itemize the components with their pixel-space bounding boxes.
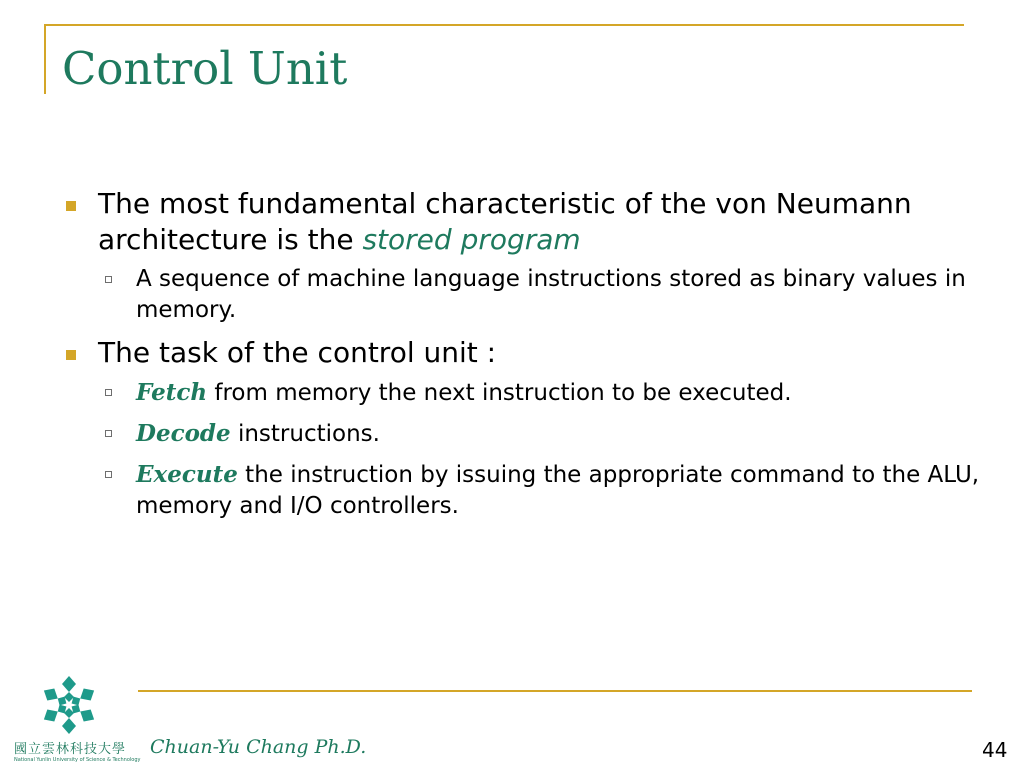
footer-rule bbox=[138, 690, 972, 692]
page-number: 44 bbox=[982, 738, 1008, 762]
logo-text: 國立雲林科技大學 bbox=[14, 742, 127, 757]
logo-subtext: National Yunlin University of Science & Technology bbox=[14, 757, 141, 763]
square-bullet-icon bbox=[66, 201, 76, 211]
keyword-fetch: Fetch bbox=[136, 379, 208, 406]
hollow-square-bullet-icon bbox=[105, 389, 112, 396]
sub-bullet-text: from memory the next instruction to be executed. bbox=[207, 380, 792, 406]
keyword-execute: Execute bbox=[136, 461, 238, 488]
sub-bullet-text: the instruction by issuing the appropriate command to the ALU, memory and I/O controllers. bbox=[136, 462, 980, 519]
bullet-item bbox=[60, 186, 980, 258]
bullet-item bbox=[60, 335, 980, 371]
title-frame-top-rule bbox=[44, 24, 964, 26]
sub-bullet-item bbox=[60, 264, 980, 326]
bullet-text: The task of the control unit : bbox=[98, 336, 497, 369]
keyword-decode: Decode bbox=[136, 420, 231, 447]
snowflake-logo-icon bbox=[36, 674, 102, 736]
footer-author: Chuan-Yu Chang Ph.D. bbox=[150, 736, 367, 758]
bullet-text: The most fundamental characteristic of the von Neumann architecture is the bbox=[98, 187, 912, 256]
sub-bullet-text: A sequence of machine language instructions stored as binary values in memory. bbox=[136, 266, 966, 323]
university-logo bbox=[14, 674, 141, 763]
slide-title: Control Unit bbox=[62, 42, 348, 95]
emphasis-text: stored program bbox=[362, 223, 581, 256]
square-bullet-icon bbox=[66, 350, 76, 360]
title-frame-left-rule bbox=[44, 24, 46, 94]
sub-bullet-item bbox=[60, 377, 980, 409]
hollow-square-bullet-icon bbox=[105, 276, 112, 283]
hollow-square-bullet-icon bbox=[105, 471, 112, 478]
hollow-square-bullet-icon bbox=[105, 430, 112, 437]
sub-bullet-text: instructions. bbox=[230, 421, 380, 447]
sub-bullet-item bbox=[60, 459, 980, 522]
slide-body bbox=[60, 186, 980, 531]
sub-bullet-item bbox=[60, 418, 980, 450]
